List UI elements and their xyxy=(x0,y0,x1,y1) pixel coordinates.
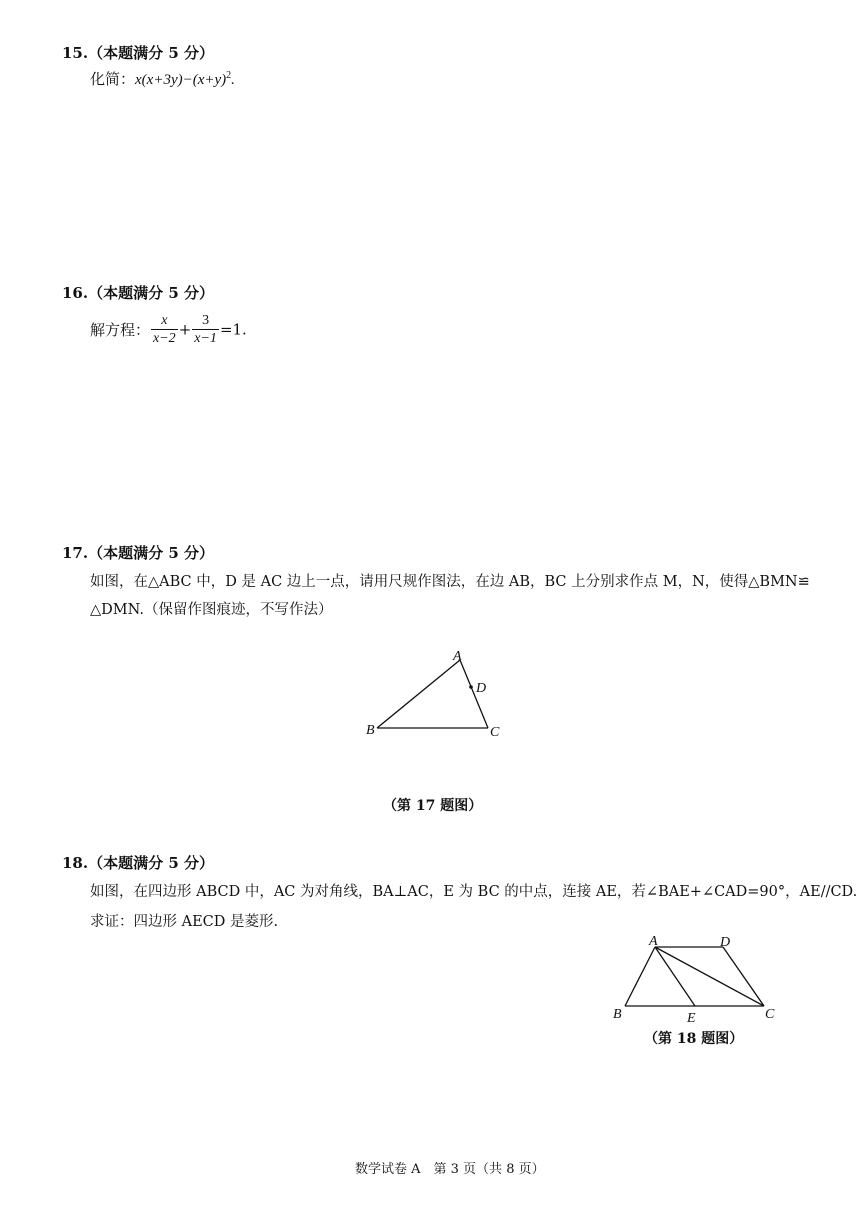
q15-expression: $x(x+3y)-(x+y)^2$. xyxy=(135,70,235,88)
q18-text-line2: 求证：四边形 AECD 是菱形. xyxy=(90,914,279,930)
q17-label-d: D xyxy=(476,681,487,696)
q16-rhs: =1. xyxy=(219,320,247,339)
q17-text-line2: △DMN.（保留作图痕迹，不写作法） xyxy=(90,602,333,618)
q18-header xyxy=(62,852,214,873)
q18-text-line1: 如图，在四边形 ABCD 中，AC 为对角线，BA⊥AC，E 为 BC 的中点，连接 AE，若∠BAE+∠CAD=90°，AE//CD. xyxy=(90,884,858,900)
q16-fraction-1: $\frac{x}{x-2}$ xyxy=(153,313,176,346)
q18-number: 18. xyxy=(62,854,89,872)
q17-point-d xyxy=(469,685,473,689)
q18-label-e: E xyxy=(687,1011,696,1025)
q15-number: 15. xyxy=(62,44,89,62)
q18-score: （本题满分 5 分） xyxy=(88,854,214,872)
q18-label-d: D xyxy=(720,935,731,950)
q16-number: 16. xyxy=(62,284,89,302)
q16-header xyxy=(62,282,214,303)
q17-label-b: B xyxy=(366,723,375,738)
q15-score: （本题满分 5 分） xyxy=(88,44,214,62)
q15-header xyxy=(62,42,214,63)
q18-label-a: A xyxy=(649,934,658,949)
q16-score: （本题满分 5 分） xyxy=(88,284,214,302)
q18-segment-ae xyxy=(655,947,695,1006)
q17-side-ba xyxy=(377,660,460,728)
page-footer: 数学试卷 A 第 3 页（共 8 页） xyxy=(355,1162,545,1177)
q18-diagonal-ac xyxy=(655,947,764,1006)
q18-label-b: B xyxy=(613,1007,622,1022)
q17-figure xyxy=(350,640,520,750)
q16-prompt: 解方程： xyxy=(90,321,151,339)
q18-figure xyxy=(605,930,785,1025)
q15-prompt: 化简： xyxy=(90,70,136,88)
q16-fraction-2: $\frac{3}{x-1}$ xyxy=(194,313,217,346)
q17-text-line1: 如图，在△ABC 中，D 是 AC 边上一点，请用尺规作图法，在边 AB，BC 上分别求作点 M，N，使得△BMN≌ xyxy=(90,574,810,590)
q17-label-c: C xyxy=(490,725,500,740)
q17-header xyxy=(62,542,214,563)
q17-score: （本题满分 5 分） xyxy=(88,544,214,562)
q16-body xyxy=(90,312,247,347)
q18-label-c: C xyxy=(765,1007,775,1022)
q15-body xyxy=(90,68,235,89)
q17-caption: （第 17 题图） xyxy=(383,798,483,814)
q17-label-a: A xyxy=(453,649,462,664)
q16-plus: + xyxy=(178,320,192,339)
q17-number: 17. xyxy=(62,544,89,562)
q18-caption: （第 18 题图） xyxy=(644,1031,744,1047)
q18-side-dc xyxy=(723,947,764,1006)
q18-side-ab xyxy=(625,947,655,1006)
